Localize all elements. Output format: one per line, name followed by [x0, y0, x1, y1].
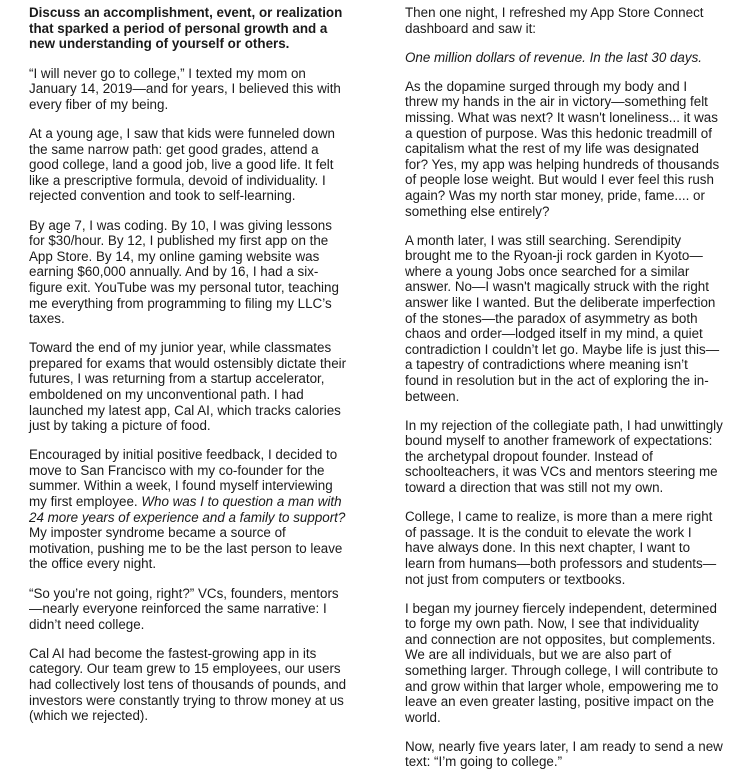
paragraph-college-realization: College, I came to realize, is more than a mere right of passage. It is the conduit to elevate the work I have always done. In this next chapter, I want to learn from humans—both professors and students—not just from computers or textbooks. — [405, 509, 717, 587]
italic-question: Who was I to question a man with 24 more years of experience and a family to support? — [29, 494, 346, 525]
paragraph-independence: I began my journey fiercely independent, determined to forge my own path. Now, I see that individuality and connection are not opposites, but complements. We are all individuals, but we are also part of something larger. Through college, I will contribute to and grow within that larger whole, empowering me to leave an even greater lasting, positive impact on the world. — [405, 600, 719, 725]
paragraph-text-before: Encouraged by initial positive feedback, I decided to move to San Francisco with my co-founder for the summer. Within a week, I found myself interviewing my first employee. — [29, 447, 338, 510]
paragraph-one-million — [405, 50, 723, 66]
paragraph-conclusion: Now, nearly five years later, I am ready to send a new text: “I’m going to college.” — [405, 738, 723, 770]
paragraph-dopamine: As the dopamine surged through my body and I threw my hands in the air in victory—something felt missing. What was next? It wasn't loneliness... it was a question of purpose. Was this hedonic treadmill of capitalism what the rest of my life was designated for? Yes, my app was helping hundreds of thousands of people lose weight. But would I ever feel this rush again? Was my north star money, pride, fame.... or something else entirely? — [405, 78, 720, 219]
paragraph-junior-year: Toward the end of my junior year, while classmates prepared for exams that would ostensibly dictate their futures, I was returning from a startup accelerator, emboldened on my unconventional path. I had launched my latest app, Cal AI, which tracks calories just by taking a picture of food. — [29, 340, 347, 434]
essay-left-column — [29, 5, 349, 737]
essay-right-column — [405, 5, 723, 784]
paragraph-kyoto: A month later, I was still searching. Serendipity brought me to the Ryoan-ji rock garden in Kyoto—where a young Jobs once searched for a similar answer. No—I wasn't magically struck with the right answer like I wanted. But the deliberate imperfection of the stones—the paradox of asymmetry as both chaos and order—lodged itself in my mind, a quiet contradiction I couldn’t let go. Maybe life is just this—a tapestry of contradictions where meaning isn’t found in resolution but in the act of exploring the in-between. — [405, 232, 720, 404]
paragraph-coding-history: By age 7, I was coding. By 10, I was giving lessons for $30/hour. By 12, I published my first app on the App Store. By 14, my online gaming website was earning $60,000 annually. And by 16, I had a six-figure exit. YouTube was my personal tutor, teaching me everything from programming to filing my LLC’s taxes. — [29, 217, 339, 327]
paragraph-app-store-connect: Then one night, I refreshed my App Store Connect dashboard and saw it: — [405, 5, 704, 36]
paragraph-cal-ai-growth: Cal AI had become the fastest-growing app in its category. Our team grew to 15 employees, our users had collectively lost tens of thousands of pounds, and investors were constantly trying to throw money at us (which we rejected). — [29, 645, 347, 724]
italic-revenue: One million dollars of revenue. In the last 30 days. — [405, 49, 702, 65]
essay-prompt: Discuss an accomplishment, event, or realization that sparked a period of personal growth and a new understanding of yourself or others. — [29, 5, 343, 52]
paragraph-not-going: “So you’re not going, right?” VCs, founders, mentors—nearly everyone reinforced the same narrative: I didn’t need college. — [29, 585, 339, 632]
paragraph-san-francisco — [29, 447, 349, 572]
paragraph-narrow-path: At a young age, I saw that kids were funneled down the same narrow path: get good grades, attend a good college, land a good job, live a good life. It felt like a prescriptive formula, devoid of individuality. I rejected convention and took to self-learning. — [29, 126, 335, 204]
paragraph-text-after: My imposter syndrome became a source of motivation, pushing me to be the last person to leave the office every night. — [29, 525, 343, 572]
paragraph-college-text: “I will never go to college,” I texted my mom on January 14, 2019—and for years, I believed this with every fiber of my being. — [29, 65, 341, 112]
paragraph-dropout-founder: In my rejection of the collegiate path, I had unwittingly bound myself to another framework of expectations: the archetypal dropout founder. Instead of schoolteachers, it was VCs and mentors steering me toward a direction that was still not my own. — [405, 417, 723, 496]
